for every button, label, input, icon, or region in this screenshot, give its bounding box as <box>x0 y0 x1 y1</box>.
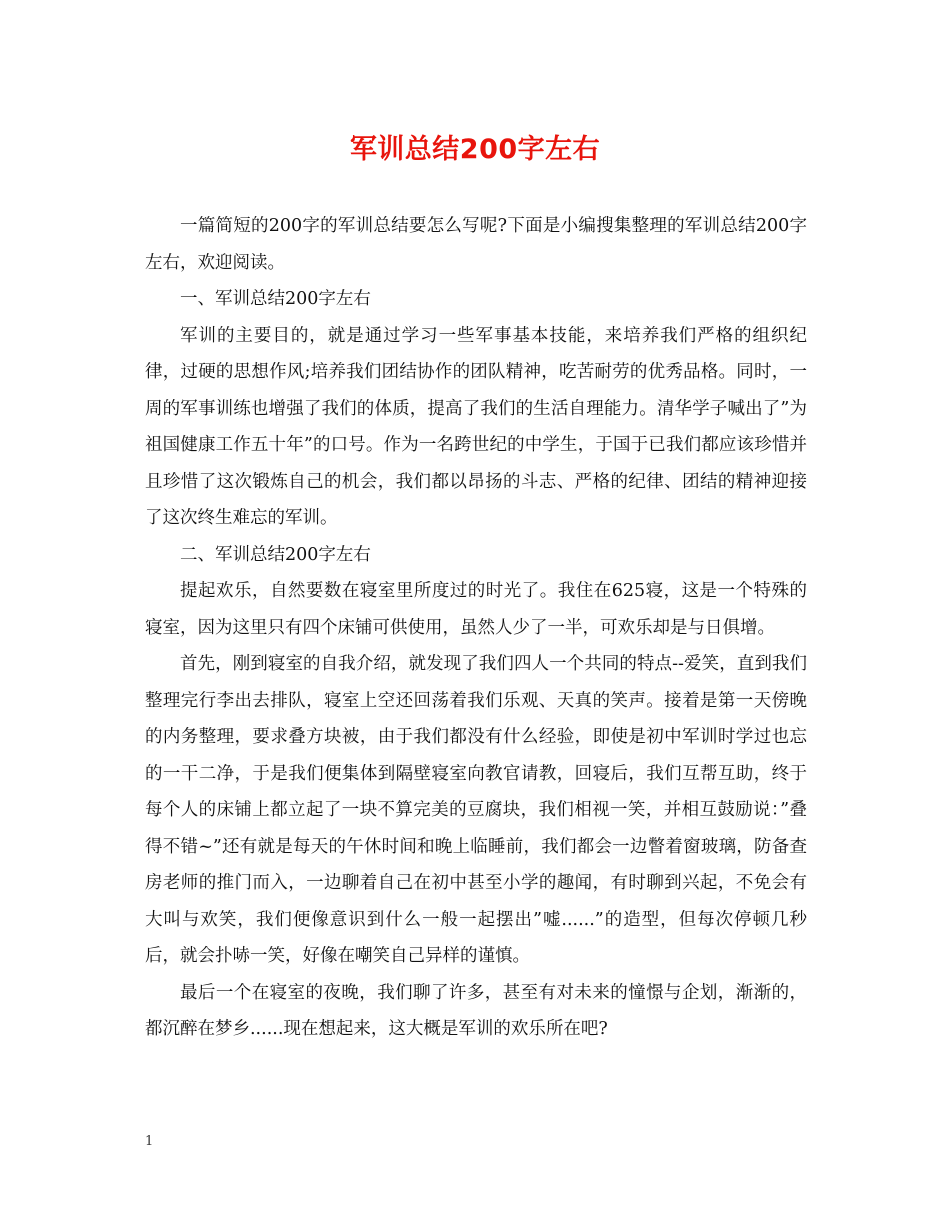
document-body <box>145 208 807 1048</box>
section-2-paragraph-3: 最后一个在寝室的夜晚，我们聊了许多，甚至有对未来的憧憬与企划，渐渐的，都沉醉在梦乡......现在想起来，这大概是军训的欢乐所在吧? <box>145 982 807 1039</box>
document-title: 军训总结200字左右 <box>349 134 601 165</box>
section-2-paragraph-2: 首先，刚到寝室的自我介绍，就发现了我们四人一个共同的特点--爱笑，直到我们整理完行李出去排队，寝室上空还回荡着我们乐观、天真的笑声。接着是第一天傍晚的内务整理，要求叠方块被，由于我们都没有什么经验，即使是初中军训时学过也忘的一干二净，于是我们便集体到隔壁寝室向教官请教，回寝后，我们互帮互助，终于每个人的床铺上都立起了一块不算完美的豆腐块，我们相视一笑，并相互鼓励说：”叠得不错~”还有就是每天的午休时间和晚上临睡前，我们都会一边瞥着窗玻璃，防备查房老师的推门而入，一边聊着自己在初中甚至小学的趣闻，有时聊到兴起，不免会有大叫与欢笑，我们便像意识到什么一般一起摆出”嘘......”的造型，但每次停顿几秒后，就会扑哧一笑，好像在嘲笑自己异样的谨慎。 <box>145 654 807 966</box>
section-heading-2: 二、军训总结200字左右 <box>180 544 371 565</box>
section-1-paragraph: 军训的主要目的，就是通过学习一些军事基本技能，来培养我们严格的组织纪律，过硬的思想作风;培养我们团结协作的团队精神，吃苦耐劳的优秀品格。同时，一周的军事训练也增强了我们的体质，提高了我们的生活自理能力。清华学子喊出了”为祖国健康工作五十年”的口号。作为一名跨世纪的中学生，于国于已我们都应该珍惜并且珍惜了这次锻炼自己的机会，我们都以昂扬的斗志、严格的纪律、团结的精神迎接了这次终生难忘的军训。 <box>145 325 807 528</box>
page-number: 1 <box>145 1134 154 1149</box>
intro-paragraph: 一篇简短的200字的军训总结要怎么写呢?下面是小编搜集整理的军训总结200字左右，欢迎阅读。 <box>145 216 807 273</box>
section-2-paragraph-1: 提起欢乐，自然要数在寝室里所度过的时光了。我住在625寝，这是一个特殊的寝室，因为这里只有四个床铺可供使用，虽然人少了一半，可欢乐却是与日俱增。 <box>145 581 807 638</box>
section-heading-1: 一、军训总结200字左右 <box>180 289 371 309</box>
